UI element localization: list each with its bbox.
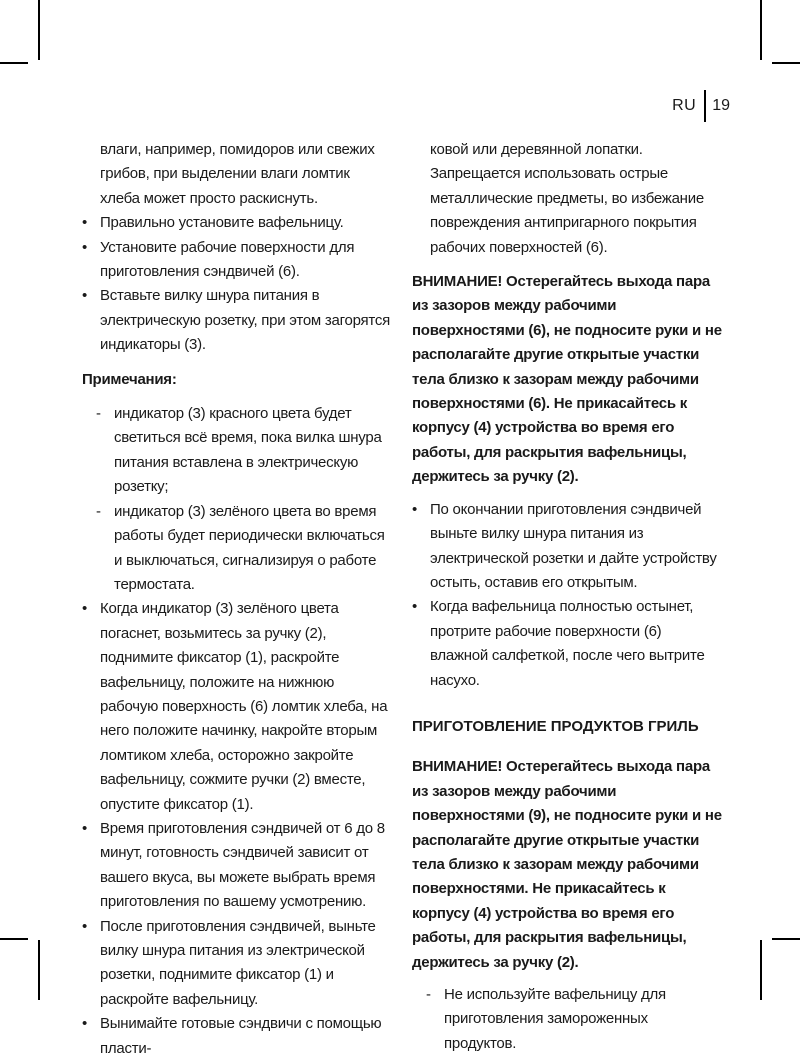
continued-paragraph: влаги, например, помидоров или свежих грибов, при выделении влаги ломтик хлеба может просто раскиснуть. bbox=[100, 141, 375, 207]
list-item: • Установите рабочие поверхности для приготовления сэндвичей (6). bbox=[82, 236, 390, 285]
crop-mark-bottom-left-h bbox=[0, 938, 28, 940]
list-item: • Время приготовления сэндвичей от 6 до 8 минут, готовность сэндвичей зависит от вашего вкуса, вы можете выбрать время приготовления по вашему усмотрению. bbox=[82, 817, 390, 915]
list-item: • Когда вафельница полностью остынет, протрите рабочие поверхности (6) влажной салфеткой, после чего вытрите насухо. bbox=[412, 595, 722, 693]
dash-item: - Не используйте вафельницу для приготовления замороженных продуктов. bbox=[412, 983, 722, 1056]
list-item: • Вынимайте готовые сэндвичи с помощью пласти- bbox=[82, 1012, 390, 1061]
page-number: 19 bbox=[712, 97, 730, 114]
continued-paragraph: ковой или деревянной лопатки. Запрещается использовать острые металлические предметы, во избежание повреждения антипригарного покрытия рабочих поверхностей (6). bbox=[430, 141, 704, 256]
left-column bbox=[82, 138, 390, 1061]
warning-block: ВНИМАНИЕ! Остерегайтесь выхода пара из зазоров между рабочими поверхностями (9), не подносите руки и не располагайте другие открытые участки тела близко к зазорам между рабочими поверхностями. Не прикасайтесь к корпусу (4) устройства во время его работы, для раскрытия вафельницы, держитесь за ручку (2). bbox=[412, 758, 722, 971]
list-item: • Вставьте вилку шнура питания в электрическую розетку, при этом загорятся индикаторы (3). bbox=[82, 284, 390, 357]
notes-heading: Примечания: bbox=[82, 370, 177, 388]
warning-block: ВНИМАНИЕ! Остерегайтесь выхода пара из зазоров между рабочими поверхностями (6), не подносите руки и не располагайте другие открытые участки тела близко к зазорам между рабочими поверхностями (6). Не прикасайтесь к корпусу (4) устройства во время его работы, для раскрытия вафельницы, держитесь за ручку (2). bbox=[412, 273, 722, 486]
list-item: • По окончании приготовления сэндвичей выньте вилку шнура питания из электрической розетки и дайте устройству остыть, оставив его открытым. bbox=[412, 498, 722, 596]
crop-mark-top-right bbox=[760, 0, 762, 60]
crop-mark-top-left bbox=[38, 0, 40, 60]
note-item: - индикатор (3) зелёного цвета во время работы будет периодически включаться и выключаться, сигнализируя о работе термостата. bbox=[82, 500, 390, 598]
right-column bbox=[412, 138, 722, 1056]
list-item: • Правильно установите вафельницу. bbox=[82, 211, 390, 235]
crop-mark-top-right-h bbox=[772, 62, 800, 64]
crop-mark-bottom-left bbox=[38, 940, 40, 1000]
note-item: - индикатор (3) красного цвета будет светиться всё время, пока вилка шнура питания вставлена в электрическую розетку; bbox=[82, 402, 390, 500]
list-item: • Когда индикатор (3) зелёного цвета погаснет, возьмитесь за ручку (2), поднимите фиксатор (1), раскройте вафельницу, положите на нижнюю рабочую поверхность (6) ломтик хлеба, на него положите начинку, накройте вторым ломтиком хлеба, осторожно закройте вафельницу, сожмите ручки (2) вместе, опустите фиксатор (1). bbox=[82, 597, 390, 817]
section-heading: ПРИГОТОВЛЕНИЕ ПРОДУКТОВ ГРИЛЬ bbox=[412, 717, 699, 735]
language-code: RU bbox=[672, 97, 697, 114]
crop-mark-bottom-right bbox=[760, 940, 762, 1000]
crop-mark-bottom-right-h bbox=[772, 938, 800, 940]
list-item: • После приготовления сэндвичей, выньте вилку шнура питания из электрической розетки, поднимите фиксатор (1) и раскройте вафельницу. bbox=[82, 915, 390, 1013]
crop-mark-top-left-h bbox=[0, 62, 28, 64]
page-header bbox=[672, 90, 730, 122]
